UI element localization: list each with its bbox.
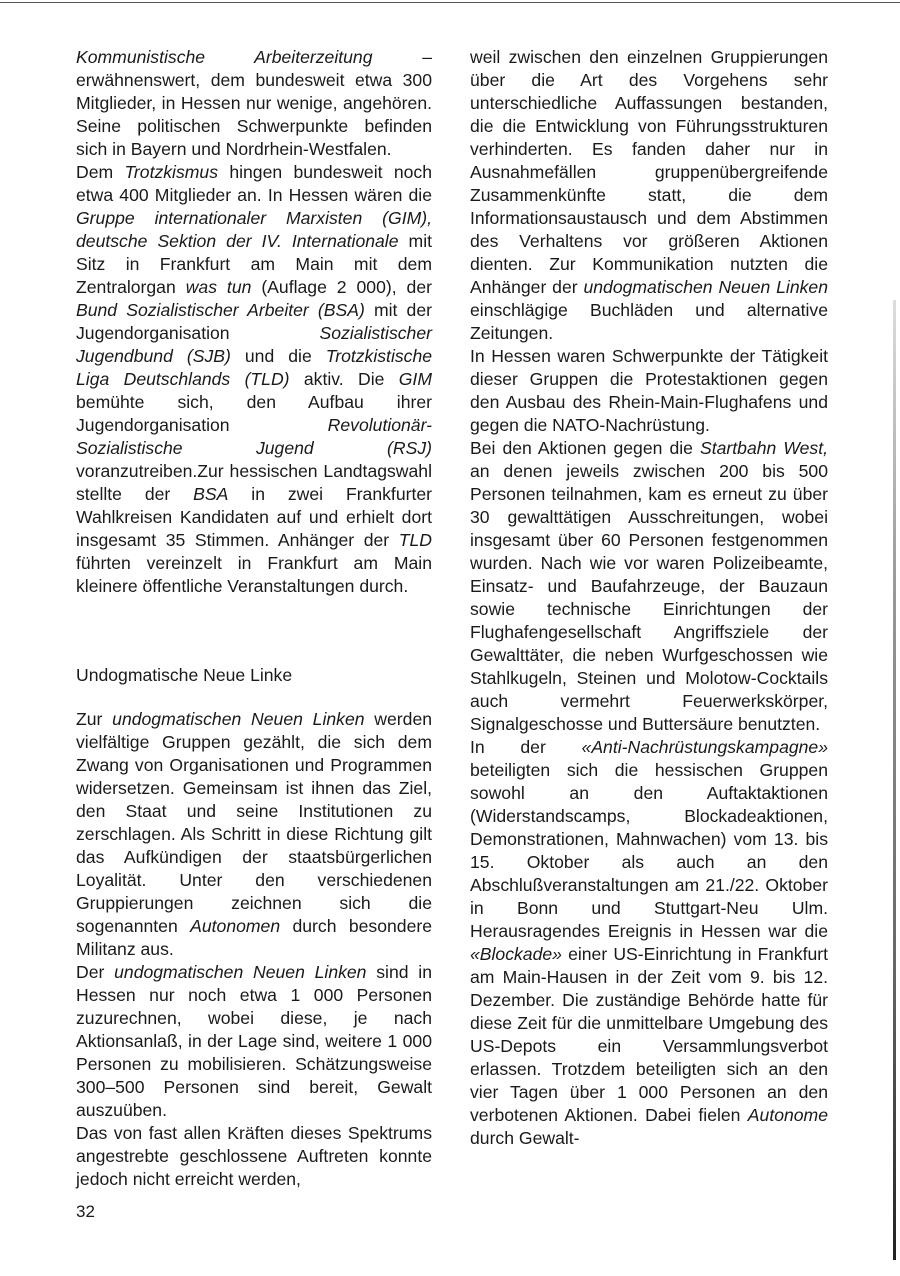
- italic-term: Trotzkismus: [124, 162, 218, 182]
- text-run: aktiv. Die: [289, 369, 399, 389]
- text-run: durch besondere Militanz aus.: [76, 916, 433, 959]
- text-run: sind in Hessen nur noch etwa 1 000 Personen zuzurechnen, wobei diese, je nach Aktionsanlaß, in der Lage sind, weitere 1 000 Personen zu mobilisieren. Schätzungsweise 300–500 Personen sind bereit, Gewalt auszuüben.: [76, 962, 432, 1120]
- italic-term: BSA: [193, 484, 229, 504]
- paragraph: [76, 1122, 432, 1191]
- text-run: beteiligten sich die hessischen Gruppen sowohl an den Auftaktaktionen (Widerstandscamps, Blockadeaktionen, Demonstrationen, Mahnwachen) vom 13. bis 15. Oktober als auch an den Abschlußveranstaltungen am 21./22. Oktober in Bonn und Stuttgart-Neu Ulm. Herausragendes Ereignis in Hessen war die: [470, 760, 828, 941]
- italic-term: Gruppe internationaler Marxisten (GIM), deutsche Sektion der IV. Internationale: [76, 208, 432, 251]
- text-run: bemühte sich, den Aufbau ihrer Jugendorganisation: [76, 392, 432, 435]
- paragraph: [76, 161, 432, 598]
- text-run: – erwähnenswert, dem bundesweit etwa 300 Mitglieder, in Hessen nur wenige, angehören. Seine politischen Schwerpunkte befinden sich in Bayern und Nordrhein-Westfalen.: [76, 47, 432, 159]
- text-run: durch Gewalt-: [470, 1128, 580, 1148]
- text-run: Zur: [76, 709, 113, 729]
- italic-term: «Blockade»: [470, 944, 562, 964]
- paragraph: [76, 46, 432, 161]
- text-run: einer US-Einrichtung in Frankfurt am Main-Hausen in der Zeit vom 9. bis 12. Dezember. Die zuständige Behörde hatte für diese Zeit für die unmittelbare Umgebung des US-Depots ein Versammlungsverbot erlassen. Trotzdem beteiligten sich an den vier Tagen über 1 000 Personen an den verbotenen Aktionen. Dabei fielen: [470, 944, 828, 1125]
- text-run: Das von fast allen Kräften dieses Spektrums angestrebte geschlossene Auftreten konnte jedoch nicht erreicht werden,: [76, 1123, 432, 1189]
- italic-term: Trotzkistische Liga Deutschlands (TLD): [76, 346, 433, 389]
- text-run: In der: [470, 737, 582, 757]
- italic-term: Autonomen: [190, 916, 281, 936]
- italic-term: was tun: [185, 277, 252, 297]
- right-column: [470, 46, 828, 1150]
- text-run: und die: [230, 346, 326, 366]
- text-run: an denen jeweils zwischen 200 bis 500 Personen teilnahmen, kam es erneut zu über 30 gewalttätigen Ausschreitungen, wobei insgesamt über 60 Personen festgenommen wurden. Nach wie vor waren Polizeibeamte, Einsatz- und Baufahrzeuge, der Bauzaun sowie technische Einrichtungen der Flughafengesellschaft Angriffsziele der Gewalttäter, die neben Wurfgeschossen wie Stahlkugeln, Steinen und Molotow-Cocktails auch vermehrt Feuerwerkskörper, Signalgeschosse und Buttersäure benutzten.: [470, 461, 828, 734]
- text-run: voranzutreiben.Zur hessischen Landtagswahl stellte der: [76, 461, 432, 504]
- page-edge-shadow: [893, 300, 896, 1260]
- text-run: Dem: [76, 162, 125, 182]
- text-run: führten vereinzelt in Frankfurt am Main kleinere öffentliche Veranstaltungen durch.: [76, 553, 432, 596]
- paragraph: [470, 345, 828, 437]
- text-run: In Hessen waren Schwerpunkte der Tätigkeit dieser Gruppen die Protestaktionen gegen den Ausbau des Rhein-Main-Flughafens und gegen die NATO-Nachrüstung.: [470, 346, 828, 435]
- text-run: werden vielfältige Gruppen gezählt, die sich dem Zwang von Organisationen und Programmen widersetzen. Gemeinsam ist ihnen das Ziel, den Staat und seine Institutionen zu zerschlagen. Als Schritt in diese Richtung gilt das Aufkündigen der staatsbürgerlichen Loyalität. Unter den verschiedenen Gruppierungen zeichnen sich die sogenannten: [76, 709, 433, 936]
- page-number: 32: [76, 1202, 95, 1221]
- italic-term: GIM: [398, 369, 432, 389]
- paragraph: [76, 708, 432, 961]
- italic-term: «Anti-Nachrüstungskampagne»: [581, 737, 828, 757]
- left-column-continued: [76, 708, 432, 1191]
- text-run: in zwei Frankfurter Wahlkreisen Kandidaten auf und erhielt dort insgesamt 35 Stimmen. Anhänger der: [76, 484, 432, 550]
- text-run: weil zwischen den einzelnen Gruppierungen über die Art des Vorgehens sehr unterschiedliche Auffassungen bestanden, die die Entwicklung von Führungsstrukturen verhinderten. Es fanden daher nur in Ausnahmefällen gruppenübergreifende Zusammenkünfte statt, die dem Informationsaustausch und dem Abstimmen des Verhaltens vor größeren Aktionen dienten. Zur Kommunikation nutzten die Anhänger der: [470, 47, 828, 297]
- section-heading: Undogmatische Neue Linke: [76, 665, 293, 685]
- top-rule: [0, 2, 900, 3]
- italic-term: undogmatischen Neuen Linken: [112, 709, 365, 729]
- italic-term: TLD: [398, 530, 432, 550]
- italic-term: Sozialistischer Jugendbund (SJB): [76, 323, 432, 366]
- italic-term: Autonome: [747, 1105, 828, 1125]
- text-run: Der: [76, 962, 115, 982]
- italic-term: undogmatischen Neuen Linken: [114, 962, 367, 982]
- text-run: hingen bundesweit noch etwa 400 Mitglieder an. In Hessen wären die: [76, 162, 432, 205]
- paragraph: [470, 437, 828, 736]
- italic-term: Bund Sozialistischer Arbeiter (BSA): [76, 300, 365, 320]
- paragraph: [76, 961, 432, 1122]
- text-run: (Auflage 2 000), der: [251, 277, 432, 297]
- text-run: Bei den Aktionen gegen die: [470, 438, 700, 458]
- italic-term: Kommunistische Arbeiterzeitung: [76, 47, 373, 67]
- text-run: mit Sitz in Frankfurt am Main mit dem Zentralorgan: [76, 231, 432, 297]
- paragraph: [470, 736, 828, 1150]
- italic-term: undogmatischen Neuen Linken: [583, 277, 828, 297]
- text-run: mit der Jugendorganisation: [76, 300, 432, 343]
- paragraph: [470, 46, 828, 345]
- text-run: einschlägige Buchläden und alternative Zeitungen.: [470, 300, 828, 343]
- italic-term: Startbahn West,: [700, 438, 829, 458]
- italic-term: Revolutionär-Sozialistische Jugend (RSJ): [76, 415, 432, 458]
- left-column: [76, 46, 432, 598]
